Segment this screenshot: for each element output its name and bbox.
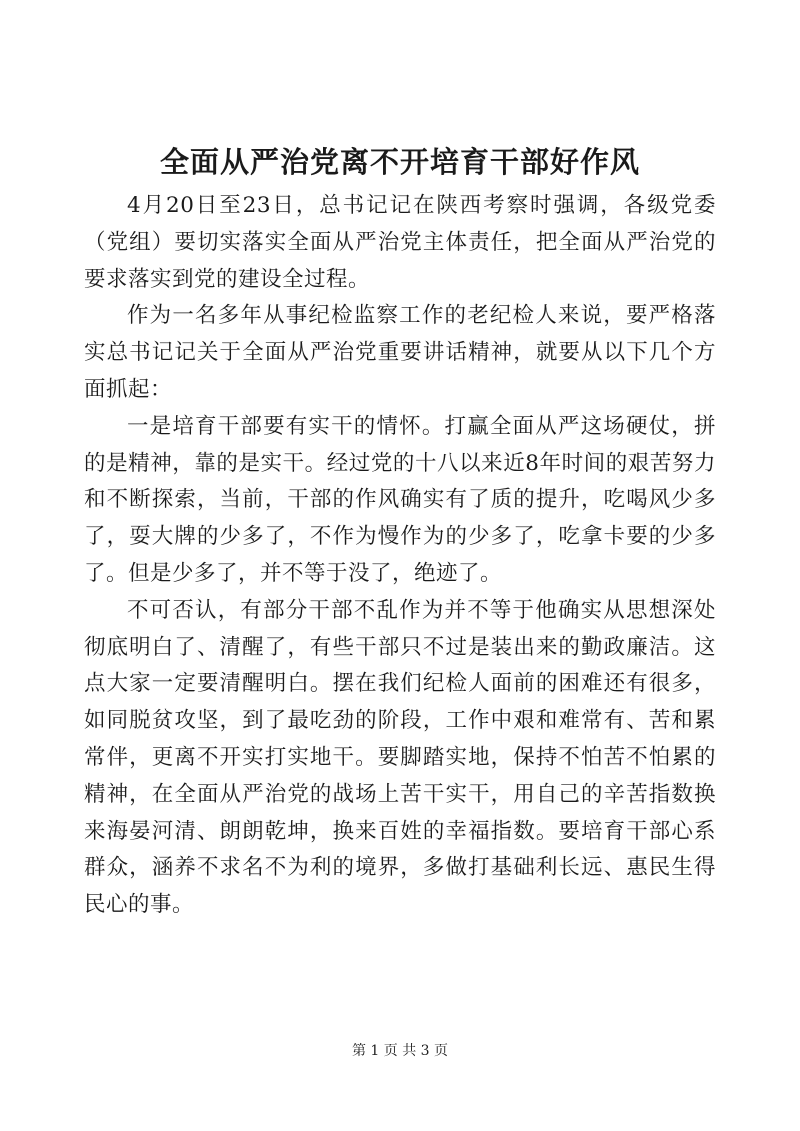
paragraph-1: 4月20日至23日，总书记记在陕西考察时强调，各级党委（党组）要切实落实全面从严治党主体责任，把全面从严治党的要求落实到党的建设全过程。 (84, 193, 716, 292)
paragraph-3: 一是培育干部要有实干的情怀。打赢全面从严这场硬仗，拼的是精神，靠的是实干。经过党的十八以来近8年时间的艰苦努力和不断探索，当前，干部的作风确实有了质的提升，吃喝风少多了，耍大牌的少多了，不作为慢作为的少多了，吃拿卡要的少多了。但是少多了，并不等于没了，绝迹了。 (84, 413, 716, 586)
document-body (84, 188, 716, 924)
page-number-footer: 第 1 页 共 3 页 (351, 1043, 449, 1059)
paragraph-2: 作为一名多年从事纪检监察工作的老纪检人来说，要严格落实总书记记关于全面从严治党重要讲话精神，就要从以下几个方面抓起： (84, 303, 716, 402)
paragraph-4: 不可否认，有部分干部不乱作为并不等于他确实从思想深处彻底明白了、清醒了，有些干部只不过是装出来的勤政廉洁。这点大家一定要清醒明白。摆在我们纪检人面前的困难还有很多，如同脱贫攻坚，到了最吃劲的阶段，工作中艰和难常有、苦和累常伴，更离不开实打实地干。要脚踏实地，保持不怕苦不怕累的精神，在全面从严治党的战场上苦干实干，用自己的辛苦指数换来海晏河清、朗朗乾坤，换来百姓的幸福指数。要培育干部心系群众，涵养不求名不为利的境界，多做打基础利长远、惠民生得民心的事。 (84, 597, 716, 918)
document-title: 全面从严治党离不开培育干部好作风 (159, 145, 640, 179)
